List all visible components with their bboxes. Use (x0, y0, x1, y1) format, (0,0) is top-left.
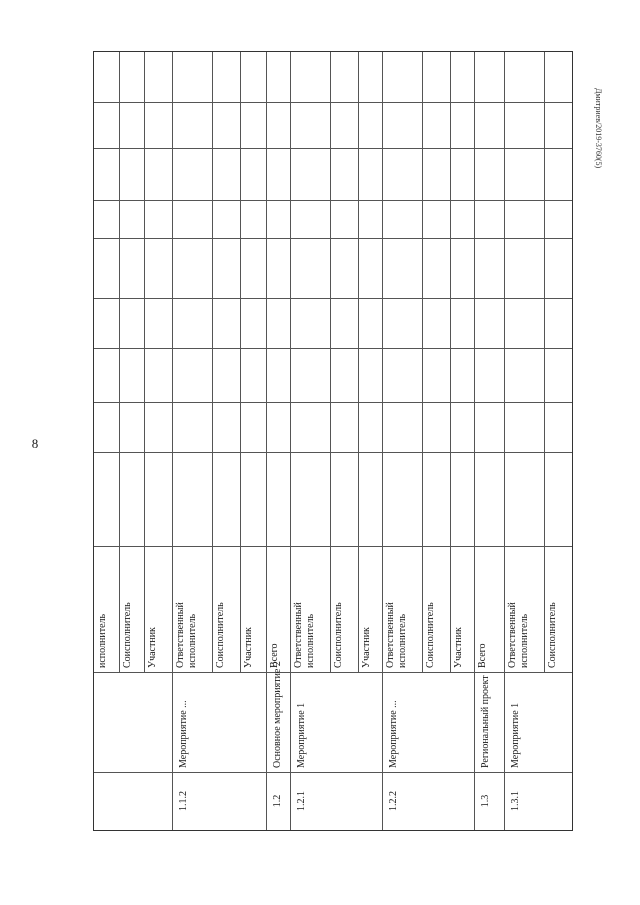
grid-line (290, 672, 291, 830)
grid-line (422, 52, 423, 672)
grid-line (94, 672, 572, 673)
item-number: 1.3.1 (510, 791, 521, 811)
role-cell: Соисполнитель (547, 602, 558, 668)
role-cell: Соисполнитель (333, 602, 344, 668)
role-cell: Ответственный исполнитель (507, 602, 530, 668)
role-cell: Ответственный исполнитель (385, 602, 408, 668)
item-name: Основное мероприятие 2 (272, 661, 283, 768)
item-number: 1.2.2 (388, 791, 399, 811)
grid-line (94, 200, 572, 201)
role-cell: исполнитель (97, 613, 108, 668)
item-name: Мероприятие 1 (510, 702, 521, 768)
grid-line (94, 772, 572, 773)
program-table (94, 52, 572, 830)
role-cell: Участник (453, 627, 464, 668)
grid-line (94, 402, 572, 403)
grid-line (94, 238, 572, 239)
grid-line (94, 348, 572, 349)
grid-line (382, 672, 383, 830)
grid-line (119, 52, 120, 672)
grid-line (94, 546, 572, 547)
role-cell: Ответственный исполнитель (293, 602, 316, 668)
role-cell: Участник (243, 627, 254, 668)
grid-line (474, 672, 475, 830)
grid-line (290, 52, 291, 672)
grid-line (544, 52, 545, 672)
item-number: 1.2 (272, 794, 283, 808)
role-cell: Соисполнитель (425, 602, 436, 668)
grid-line (172, 672, 173, 830)
grid-line (94, 148, 572, 149)
grid-line (358, 52, 359, 672)
grid-line (450, 52, 451, 672)
role-cell: Всего (269, 643, 280, 668)
role-cell: Соисполнитель (215, 602, 226, 668)
grid-line (266, 672, 267, 830)
item-number: 1.2.1 (296, 791, 307, 811)
grid-line (212, 52, 213, 672)
document-code: Дмитриев/2019-3760(5) (594, 88, 603, 169)
grid-line (94, 298, 572, 299)
grid-line (382, 52, 383, 672)
grid-line (144, 52, 145, 672)
page-number: 8 (31, 436, 39, 451)
item-number: 1.1.2 (178, 791, 189, 811)
item-name: Мероприятие 1 (296, 702, 307, 768)
item-number: 1.3 (480, 794, 491, 808)
grid-line (330, 52, 331, 672)
grid-line (474, 52, 475, 672)
grid-line (94, 102, 572, 103)
role-cell: Участник (361, 627, 372, 668)
grid-line (172, 52, 173, 672)
grid-line (94, 452, 572, 453)
grid-line (240, 52, 241, 672)
grid-line (504, 672, 505, 830)
item-name: Мероприятие ... (388, 700, 399, 768)
role-cell: Ответственный исполнитель (175, 602, 198, 668)
grid-line (504, 52, 505, 672)
grid-line (266, 52, 267, 672)
role-cell: Всего (477, 643, 488, 668)
role-cell: Соисполнитель (122, 602, 133, 668)
item-name: Мероприятие ... (178, 700, 189, 768)
role-cell: Участник (147, 627, 158, 668)
item-name: Региональный проект (480, 675, 491, 768)
